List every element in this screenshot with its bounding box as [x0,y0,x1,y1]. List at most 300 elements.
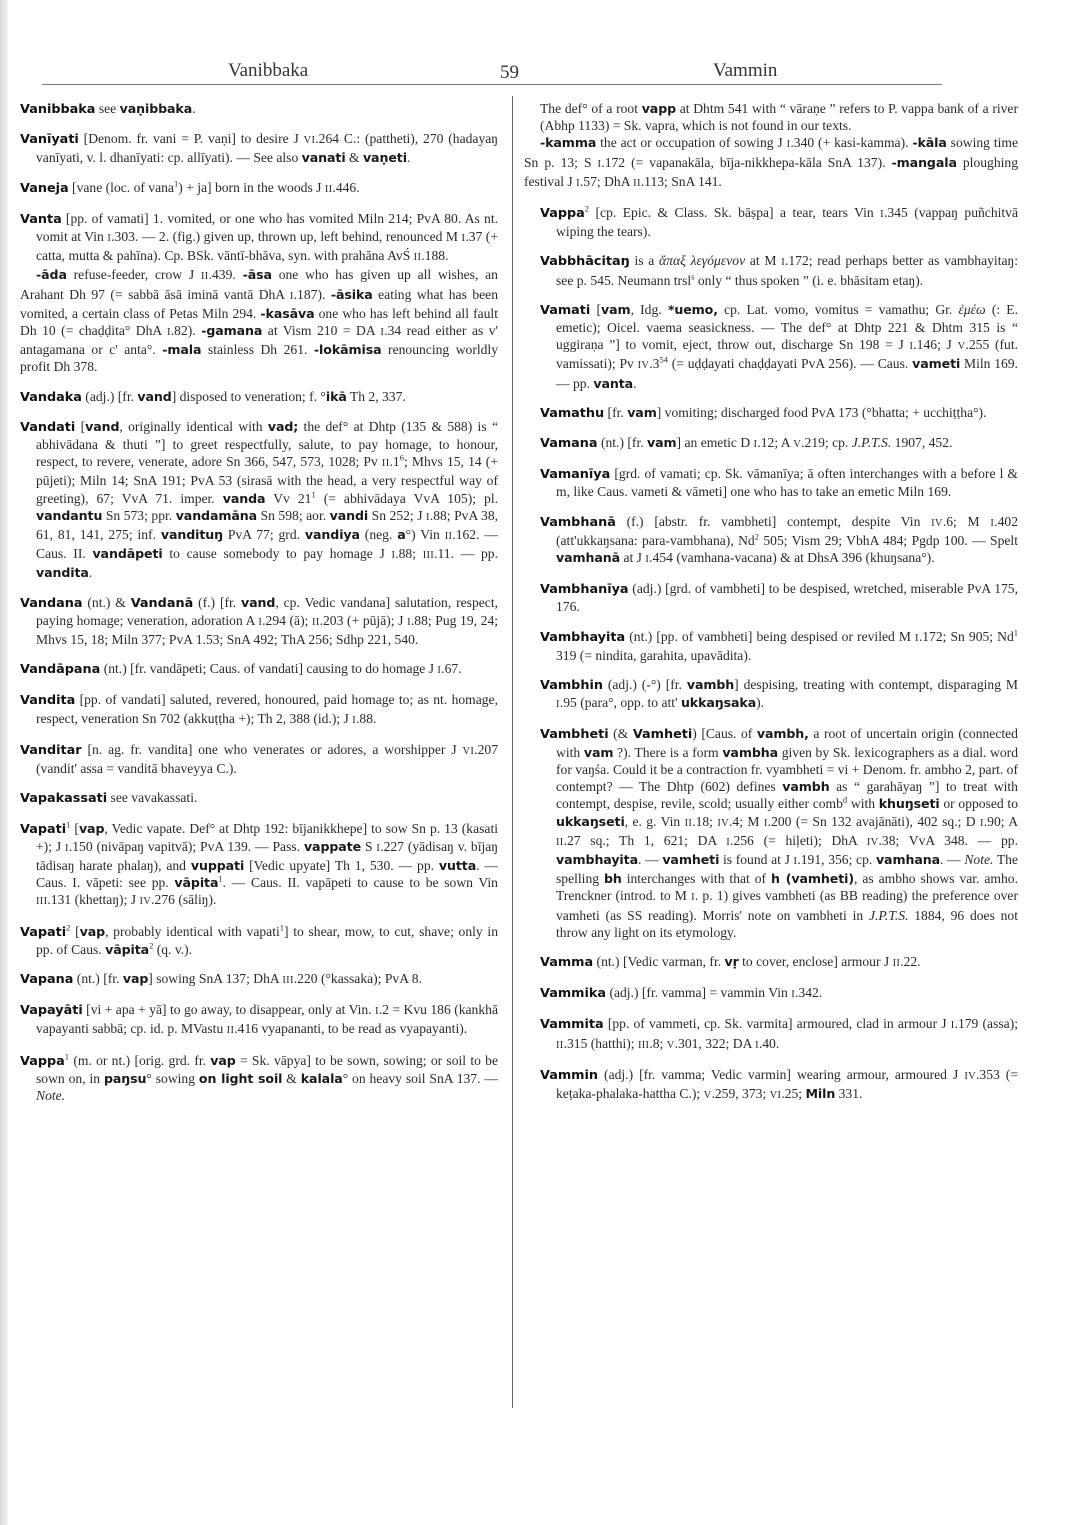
roman-numeral: I [461,233,466,245]
entry-text: .454 (vamhana-vacana) & at DhsA 396 (khuŋsana°). [649,550,935,566]
roman-numeral: II [444,531,453,543]
entry-text: = Sk. vāpya] to be sown, sowing; or soil to be sown on, in [36,1052,499,1086]
bold-term: vam [627,404,657,420]
entry-text: [pp. of vandati] saluted, revered, honoured, paid homage to; as nt. homage, respect, veneration Sn 702 (akkuṭṭha +); Th 2, 388 (id.); J [36,692,498,726]
dictionary-entry-vapana [20,970,498,989]
entry-text: interchanges with that of [621,871,772,887]
entry-text: .3 [649,356,660,372]
entry-text: . — Caus. I. vāpeti: see pp. [36,857,498,891]
dictionary-entry-vandita [20,691,498,728]
headword: Vamati [540,302,591,318]
entry-text: . — [637,851,663,867]
entry-text: to cause somebody to pay homage J [162,546,392,562]
superscript: 6 [399,452,404,463]
entry-text: .18; [692,813,718,829]
entry-text: Miln 169. — pp. [556,356,1019,391]
entry-text: .416 vyapananti, to be read as vyapayanti). [234,1021,468,1037]
roman-numeral: VI [462,745,475,757]
entry-text: The spelling [556,851,1018,887]
italic-text: ἐμέω [958,301,986,317]
bold-term: vam [601,301,631,317]
entry-text: .301, 322; DA [674,1035,756,1051]
headword: Vapana [20,971,74,987]
bold-term: vaṇibbaka [119,101,193,116]
bold-term: vambh, [756,726,809,742]
bold-term: vambh [686,677,735,693]
entry-text: a root of uncertain origin (connected with [556,726,1018,760]
dictionary-entry-vambhana [540,513,1018,569]
dictionary-entry-vandana [20,594,498,649]
superscript: 1 [279,921,285,932]
headword: Vambhanīya [540,582,629,598]
superscript: 1 [64,1051,70,1061]
entry-text: .219; cp. [801,435,852,451]
entry-text: (nt.) [fr. [597,435,648,451]
entry-text: ) [Caus. of [692,726,757,742]
bold-term: vand [241,594,276,610]
bold-term: vāpita [174,875,219,891]
entry-text: , cp. Vedic vandana] salutation, respect, paying homage; veneration, adoration A [36,594,498,628]
superscript: s [691,271,695,282]
entry-text: (nt.) [fr. [73,970,123,986]
headword: Vamathu [540,405,605,421]
headword: Vambheti [540,727,609,743]
left-column [20,100,498,1116]
roman-numeral: II [684,817,693,829]
roman-numeral: II [312,616,320,628]
entry-text: at Dhtm 541 with “ vāraṇe ” refers to P. vappa bank of a river (Abhp 1133) = Sk. vapra, which is not found in our texts. [540,101,1018,134]
entry-text: .172; Sn 905; Nd [918,628,1014,644]
roman-numeral: I [426,511,430,523]
bold-term: -lokāmisa [313,342,382,358]
entry-text: ; Mhvs 15, 14 (+ pūjeti); Miln 14; SnA 191; PvA 53 (sirasā with the head, a very respectful way of greeting), 67; VvA 71. imper. [36,454,498,506]
entry-text: .227 (yādisaŋ v. bījaŋ tādisaŋ harate phalaŋ), and [36,838,499,873]
entry-text: [vi + apa + yā] to go away, to disappear, only at Vin. [82,1002,376,1018]
entry-text: .88. [356,710,377,726]
bold-term: paŋsu [103,1070,147,1086]
bold-term: vameti [912,356,961,372]
entry-text: renouncing worldly profit Dh 378. [20,342,498,375]
roman-numeral: IV [931,517,943,529]
headword: Vandāpana [20,662,101,678]
entry-text: .88; Pug 19, 24; Mhvs 15, 18; Miln 377; PvA 1.53; SnA 492; ThA 256; Sdhp 221, 540. [36,612,499,648]
bold-term: vamhana [875,851,941,867]
bold-term: a [397,527,406,543]
headword: Vandati [20,419,76,435]
entry-text: (adj.) [fr. vamma; Vedic varmin] wearing armour, armoured J [598,1066,965,1082]
bold-term: ikā [325,388,347,404]
bold-term: vand [85,418,120,434]
entry-text: , Idg. [630,301,668,317]
entry-text: .264 C.: (pattheti), 270 (hadayaŋ vanīyati, v. l. dhanīyati: cp. allīyati). — See also [36,131,499,166]
entry-text: ] an emetic D [676,435,754,451]
entry-text: .203 (+ pūjā); J [319,612,408,628]
dictionary-entry-vaneja [20,179,498,198]
entry-text: ° on heavy soil SnA 137. — [342,1070,498,1086]
bold-term: vap [210,1052,236,1068]
entry-text: .27 sq.; Th 1, 621; DA [563,832,727,848]
entry-text: 319 (= nindita, garahita, upavādita). [556,647,752,663]
dictionary-entry-vandapana [20,660,498,679]
roman-numeral: III [282,974,294,986]
entry-text: .4; M [729,813,764,829]
entry-text: ] disposed to veneration; f. ° [171,388,326,404]
dictionary-entry-vapayati [20,1001,498,1039]
roman-numeral: I [950,1020,955,1032]
roman-numeral: I [380,327,385,339]
dictionary-entry-vanibbaka [20,100,498,118]
entry-text: (& [608,726,633,742]
superscript: 54 [659,354,668,365]
roman-numeral: I [793,855,798,867]
entry-text: (= abhivādaya VvA 105); pl. [315,490,498,506]
headword: Vambhayita [540,629,626,645]
roman-numeral: I [645,554,650,566]
roman-numeral: III [422,550,435,562]
entry-text: [ [590,301,602,317]
entry-text: .11. — pp. [434,546,498,562]
roman-numeral: II [324,183,333,195]
entry-text: Vv 21 [265,490,312,506]
roman-numeral: III [36,896,48,908]
bold-term: h (vamheti) [771,871,854,887]
bold-term: -kasāva [260,305,315,321]
roman-numeral: II [556,836,564,848]
entry-text: one who has given up all wishes, an Arahant Dh 97 (= sabbā āsā iminā vantā DhA [20,267,498,302]
bold-term: vandantu [36,507,103,523]
headword: Vamheti [632,727,693,743]
roman-numeral: VI [303,135,316,147]
italic-text: ἅπαξ λεγόμενον [659,253,746,269]
superscript: 1 [311,489,316,500]
headword: Vanīyati [20,132,79,148]
bold-term: vamheti [662,851,720,867]
entry-text: (: E. emetic); Oicel. vaema seasickness. — The def° at Dhtp 221 & Dhtm 315 is “ uggiraṇa ”] to vomit, eject, throw out, discharge Sn 198 = J [556,301,1019,353]
compound-subentries [20,266,498,375]
entry-text: (nt.) [pp. of vambheti] being despised or reviled M [625,628,916,644]
entry-text: 1884, 96 does not throw any light on its etymology. [556,907,1018,940]
roman-numeral: I [258,616,263,628]
superscript: 1 [173,178,179,189]
headword: Vambhin [540,678,603,694]
roman-numeral: I [753,439,758,451]
entry-text: ). [756,695,765,711]
bold-term: -kamma [540,135,597,151]
entry-text: . — Caus. II. vapāpeti to cause to be sown Vin [222,875,498,891]
entry-text: refuse-feeder, crow J [66,267,201,283]
entry-text: sowing time Sn p. 13; S [524,135,1018,170]
entry-text: .315 (hatthi); [563,1035,638,1051]
bold-term: vuppati [190,857,245,873]
bold-term: vutta [438,857,477,873]
header-last-headword: Vammin [713,60,778,81]
entry-text: ploughing festival J [524,154,1018,189]
bold-term: vappate [303,838,362,854]
superscript: 2 [584,203,590,214]
roman-numeral: V [957,341,966,353]
dictionary-entry-vappa2 [540,204,1018,240]
bold-term: vambhayita [556,851,638,867]
entry-text: .207 (vandit' assa = vanditā bhaveyya C.). [36,741,498,777]
bold-term: vanati [301,150,346,166]
roman-numeral: I [763,817,768,829]
roman-numeral: IV [866,836,879,848]
dictionary-entry-vapati2 [20,923,498,958]
page-number: 59 [500,62,519,83]
bold-term: vandamāna [175,507,258,523]
entry-text: (f.) [fr. [193,594,242,610]
entry-text: , probably identical with vapati [105,923,280,939]
entry-text: S [361,838,377,854]
bold-term: vaṇeti [362,150,407,166]
entry-text: , originally identical with [119,418,268,434]
headword: Vappa [540,206,585,222]
entry-text: °) Vin [405,527,445,543]
entry-text: .2 = Kvu 186 (kankhā vapayanti sabbā; cp. id. p. MVastu [36,1002,498,1037]
dictionary-entry-vammika [540,984,1018,1003]
entry-text: [Denom. fr. vani = P. vaṇi] to desire J [78,131,304,147]
roman-numeral: IV [637,360,650,372]
dictionary-entry-vammita [540,1015,1018,1053]
roman-numeral: I [597,158,602,170]
bold-term: vapp [641,101,677,116]
roman-numeral: II [201,271,209,283]
headword: Vappa [20,1053,65,1069]
entry-text: is a [629,253,660,269]
italic-text: J.P.T.S. [868,907,909,923]
superscript: d [842,794,848,805]
dictionary-entry-vapati1 [20,820,498,911]
entry-text: .113; SnA 141. [640,173,722,189]
roman-numeral: I [791,989,796,1001]
entry-text: cp. Lat. vomo, vomitus = vamathu; Gr. [717,301,959,317]
bold-term: ukkaŋseti [556,813,625,829]
bold-term: -kāla [912,135,947,151]
entry-text: ° sowing [146,1070,199,1086]
bold-term: vandāpeti [92,546,163,562]
entry-text: (adj.) (-°) [fr. [602,677,687,693]
bold-term: vamhanā [556,550,621,566]
roman-numeral: I [979,817,984,829]
bold-term: kalala [300,1070,343,1086]
headword: Vaneja [20,180,69,196]
bold-term: vambh [782,779,830,795]
superscript: 1 [66,818,71,829]
roman-numeral: I [755,1039,759,1051]
headword: Vamanīya [540,467,611,483]
bold-term: vanda [222,490,266,506]
entry-text: (q. v.). [153,941,193,957]
entry-text: see [95,101,120,116]
bold-term: -gamana [201,323,263,339]
entry-text: .439. [208,267,243,283]
entry-text: , as ambho shows var. amho. Trenckner (introd. to M [556,871,1018,904]
bold-term: vam [647,435,677,451]
entry-text: at M [745,253,782,269]
entry-text: see vavakassati. [107,790,198,806]
headword: Vapakassati [20,791,108,807]
bold-term: vambha [722,744,779,760]
roman-numeral: II [633,177,641,189]
roman-numeral: I [391,550,396,562]
entry-text: [ [70,820,79,836]
entry-text: The def° of a root [540,101,642,116]
dictionary-entry-vambhin [540,676,1018,713]
entry-text: .57; DhA [579,173,634,189]
headword: Vabbhācitaŋ [540,254,630,270]
bold-term: on light soil [198,1070,283,1086]
dictionary-entry-vappa1 [20,1052,498,1105]
entry-text: the def° at Dhtp (135 & 588) is “ abhivādana & thuti ”] to greet respectfully, salute, to pay homage, to honour, respect, to revere, venerate, adore Sn 366, 547, 573, 1028; Pv [36,418,498,470]
entry-text: only “ thus spoken ” (i. e. bhāsitam etaŋ). [694,272,924,288]
entry-text: .303. — 2. (fig.) given up, thrown up, left behind, renounced M [111,229,462,245]
entry-text: .1 [389,454,400,470]
entry-text: .172; read perhaps better as vambhayitaŋ: see p. 545. Neumann trsl [556,253,1019,288]
roman-numeral: III [637,1039,650,1051]
roman-numeral: I [781,257,785,269]
entry-text: .179 (assa); [954,1016,1018,1032]
entry-text: the act or occupation of sowing J [596,135,787,151]
entry-text: 505; Vism 29; VbhA 484; Pgdp 100. — Spelt [758,532,1018,548]
bold-term: -āsa [242,267,272,283]
entry-text: .12; A [757,435,794,451]
entry-text: .276 (sāliŋ). [151,892,217,908]
entry-text: Sn 598; aor. [257,507,330,523]
entry-text: .187). [293,286,331,302]
roman-numeral: II [892,957,901,969]
entry-text: . [633,375,637,391]
bold-term: *uemo, [667,301,718,317]
entry-text: or opposed to [939,796,1018,812]
dictionary-entry-vamaniya [540,465,1018,500]
superscript: 2 [149,940,154,951]
entry-text: [n. ag. fr. vandita] one who venerates or adores, a worshipper J [81,741,463,757]
entry-text: .6; M [942,513,991,529]
roman-numeral: I [65,842,69,854]
superscript: 2 [754,531,759,542]
entry-text: .340 (+ kasi-kamma). [790,135,913,151]
entry-text: (neg. [359,527,398,543]
entry-text: Sn 573; ppr. [102,507,176,523]
roman-numeral: IV [964,1070,976,1082]
page-edge-shadow [0,0,8,1525]
entry-text: . [406,150,411,166]
roman-numeral: VI [769,1089,782,1101]
entry-text: .25; [781,1085,806,1101]
entry-text: .37 (+ catta, mutta & pahīna). Cp. BSk. vāntī-bhāva, syn. with prahāna AvŚ [36,229,498,264]
headword: Vapati [20,924,67,940]
entry-text: Th 2, 337. [346,388,406,404]
roman-numeral: I [880,209,884,221]
entry-text: (nt.) [fr. vandāpeti; Caus. of vandati] causing to do homage J [100,661,438,677]
bold-term: vandita [36,565,89,581]
entry-text: . p. 1) gives vambheti (as BB reading) the preference over vamheti (as SS reading). Morris' note on vambheti in [556,888,1018,923]
bold-term: vandituŋ [160,527,224,543]
roman-numeral: I [375,1006,379,1018]
entry-text: 1907, 452. [891,435,953,451]
bold-term: vandiya [304,527,360,543]
right-column [524,100,1019,1116]
bold-term: vad; [267,418,299,434]
roman-numeral: I [786,139,791,151]
entry-text: . — [940,851,965,867]
entry-text: .200 (= Sn 132 avajānāti), 402 sq.; D [767,813,980,829]
entry-text: .8; [649,1035,667,1051]
entry-text: [pp. of vammeti, cp. Sk. varmita] armoured, clad in armour J [603,1016,951,1032]
entry-text: .131 (khettaŋ); J [47,892,140,908]
entry-text: , Vedic vapate. Def° at Dhtp 192: bījanikkhepe] to sow Sn p. 13 (kasati +); J [36,820,498,854]
entry-text: [cp. Epic. & Class. Sk. bāṣpa] a tear, tears Vin [589,205,881,221]
superscript: 1 [218,873,223,884]
entry-text: .150 (nivāpaŋ vapitvā); PvA 139. — Pass. [68,838,304,854]
dictionary-entry-vamati [540,301,1018,392]
entry-text: .67. [441,661,462,677]
entry-text: .259, 373; [711,1085,770,1101]
entry-text: .220 (°kassaka); PvA 8. [293,970,422,986]
entry-text: as “ garahāyaŋ ”] to treat with contempt, despise, revile, scold; usually either comb [556,779,1018,812]
headword: Vapayāti [20,1003,83,1019]
entry-text: (nt.) & [82,594,131,610]
headword: Vammita [540,1017,604,1033]
headword: Vanibbaka [20,102,96,117]
entry-text: ] vomiting; discharged food PvA 173 (°bhatta; + ucchiṭṭha°). [656,404,987,420]
roman-numeral: I [726,836,731,848]
italic-text: J.P.T.S. [851,435,892,451]
headword: Vanditar [20,742,82,758]
entry-text: (nt.) [Vedic varman, fr. [593,953,725,969]
entry-text: [grd. of vamati; cp. Sk. vāmanīya; ā often interchanges with a before l & m, like Caus. vameti & vāmeti] one who has to take an emetic Miln 169. [556,466,1018,500]
entry-text: .95 (para°, opp. to att' [559,695,681,711]
roman-numeral: V [703,1089,712,1101]
roman-numeral: I [352,714,357,726]
headword: Vanta [20,211,62,227]
entry-text: eating what has been vomited, a certain class of Petas Miln 294. [20,286,498,321]
roman-numeral: II [226,1025,235,1037]
bold-term: Miln [805,1085,836,1101]
entry-text: (m. or nt.) [orig. grd. fr. [69,1052,211,1068]
bold-term: vanta [593,375,634,391]
entry-text: . [192,101,196,116]
bold-term: khuŋseti [878,796,940,812]
roman-numeral: IV [139,896,152,908]
dictionary-entry-vabbhacitam [540,252,1018,288]
bold-term: vāpita [105,941,150,957]
entry-text: (adj.) [fr. vamma] = vammin Vin [606,985,792,1001]
header-first-headword: Vanibbaka [228,60,309,81]
entry-text: .446. [332,179,360,195]
entry-text: at J [620,550,646,566]
entry-text: .82). [170,323,202,339]
roman-numeral: I [909,341,914,353]
headword: Vammika [540,986,607,1002]
dictionary-entry-vambhayita [540,628,1018,664]
dictionary-entry-vandaka [20,388,498,406]
entry-text: (adj.) [grd. of vambheti] to be despised, wretched, miserable PvA 175, 176. [556,581,1018,615]
bold-term: vand [137,388,172,404]
entry-text: (f.) [abstr. fr. vambheti] contempt, despite Vin [615,513,932,529]
roman-numeral: I [990,517,995,529]
roman-numeral: I [289,290,294,302]
dictionary-entry-vamana [540,434,1018,453]
entry-text: (adj.) [fr. [81,388,138,404]
entry-text: .191, 356; cp. [797,851,876,867]
entry-text: Sn 252; J [368,507,427,523]
entry-text: .88; PvA 38, 61, 81, 141, 275; inf. [36,507,499,543]
headword: Vandita [20,693,76,709]
italic-text: Note. [36,1087,66,1103]
entry-text: ] despising, treating with contempt, disparaging M [734,677,1018,693]
roman-numeral: IV [717,817,730,829]
